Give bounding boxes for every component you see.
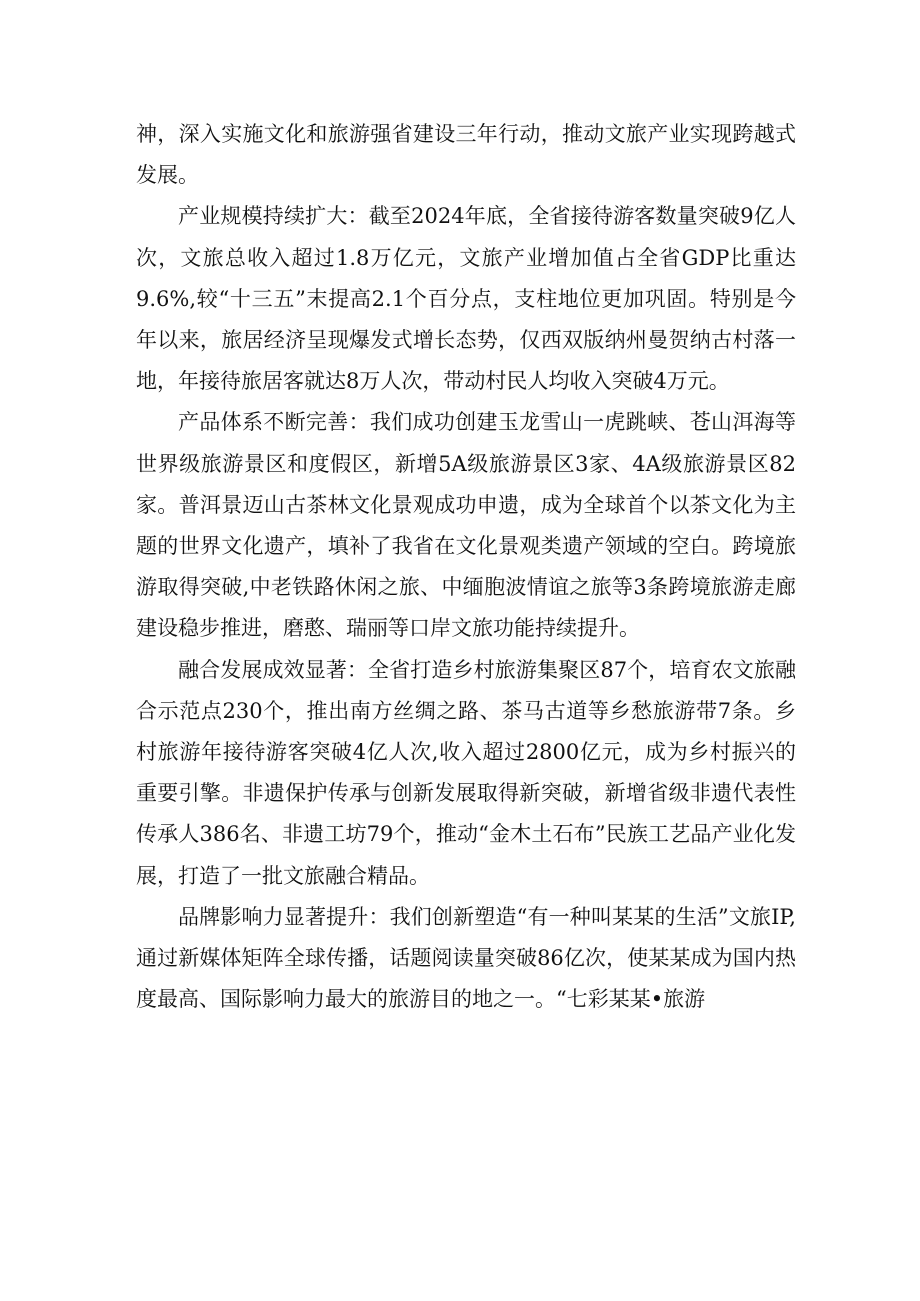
paragraph-continuation: 神，深入实施文化和旅游强省建设三年行动，推动文旅产业实现跨越式发展。 (136, 122, 796, 188)
paragraph-integration: 融合发展成效显著：全省打造乡村旅游集聚区87个，培育农文旅融合示范点230个，推出南方丝绸之路、茶马古道等乡愁旅游带7条。乡村旅游年接待游客突破4亿人次,收入超过2800亿元，成为乡村振兴的重要引擎。非遗保护传承与创新发展取得新突破，新增省级非遗代表性传承人386名、非遗工坊79个，推动“金木土石布”民族工艺品产业化发展，打造了一批文旅融合精品。 (136, 657, 796, 888)
paragraph-brand-influence: 品牌影响力显著提升：我们创新塑造“有一种叫某某的生活”文旅IP,通过新媒体矩阵全球传播，话题阅读量突破86亿次，使某某成为国内热度最高、国际影响力最大的旅游目的地之一。“七彩某某•旅游 (136, 904, 796, 1012)
paragraph-product-system: 产品体系不断完善：我们成功创建玉龙雪山一虎跳峡、苍山洱海等世界级旅游景区和度假区，新增5A级旅游景区3家、4A级旅游景区82家。普洱景迈山古茶林文化景观成功申遗，成为全球首个以茶文化为主题的世界文化遗产，填补了我省在文化景观类遗产领域的空白。跨境旅游取得突破,中老铁路休闲之旅、中缅胞波情谊之旅等3条跨境旅游走廊建设稳步推进，磨憨、瑞丽等口岸文旅功能持续提升。 (136, 410, 796, 641)
document-body (136, 114, 796, 1020)
paragraph-industry-scale: 产业规模持续扩大：截至2024年底，全省接待游客数量突破9亿人次，文旅总收入超过1.8万亿元，文旅产业增加值占全省GDP比重达9.6%,较“十三五”末提高2.1个百分点，支柱地位更加巩固。特别是今年以来，旅居经济呈现爆发式增长态势，仅西双版纳州曼贺纳古村落一地，年接待旅居客就达8万人次，带动村民人均收入突破4万元。 (136, 204, 796, 394)
